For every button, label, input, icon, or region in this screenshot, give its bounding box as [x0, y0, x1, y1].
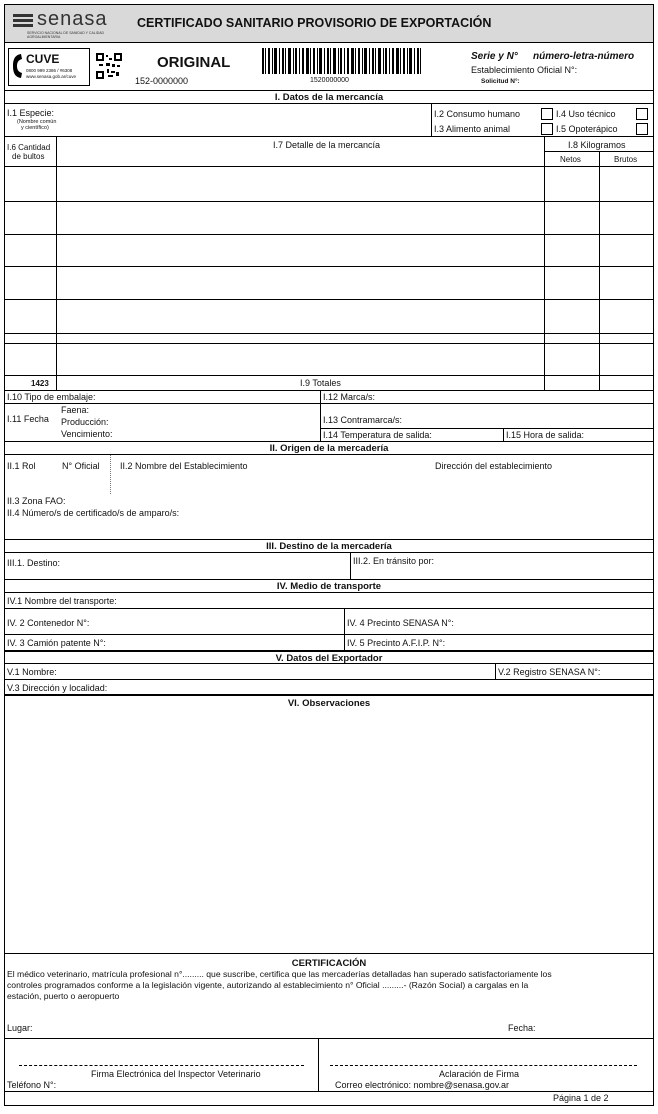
- contenedor-label: IV. 2 Contenedor N°:: [7, 618, 90, 628]
- barcode-number: 1520000000: [310, 77, 349, 84]
- destino-row: [5, 553, 653, 580]
- fecha-label: I.11 Fecha: [7, 414, 49, 424]
- camion-label: IV. 3 Camión patente N°:: [7, 638, 106, 648]
- fecha-certificacion-label: Fecha:: [508, 1023, 536, 1033]
- exportador-direccion-label: V.3 Dirección y localidad:: [7, 683, 108, 693]
- transporte-nombre-row: [5, 593, 653, 609]
- consumo-humano-label: I.2 Consumo humano: [434, 109, 521, 119]
- divider: [599, 151, 600, 390]
- footer-row: [5, 1092, 653, 1105]
- divider: [56, 137, 57, 390]
- divider: [495, 664, 496, 679]
- barcode-icon: [262, 48, 422, 74]
- fecha-row: [5, 404, 653, 442]
- cuve-web: www.senasa.gob.ar/cuve: [26, 74, 77, 79]
- especie-label: I.1 Especie:: [7, 108, 55, 118]
- rol-label: II.1 Rol: [7, 461, 36, 471]
- divider: [318, 1039, 319, 1091]
- consumo-humano-checkbox[interactable]: [541, 108, 553, 120]
- uso-tecnico-label: I.4 Uso técnico: [556, 109, 616, 119]
- especie-sub2: y científico): [21, 125, 49, 131]
- cuve-box: [8, 48, 90, 86]
- section5-title: V. Datos del Exportador: [275, 653, 383, 664]
- divider: [320, 404, 321, 441]
- zona-fao-label: II.3 Zona FAO:: [7, 496, 66, 506]
- embalaje-label: I.10 Tipo de embalaje:: [7, 392, 96, 402]
- vencimiento-label: Vencimiento:: [61, 429, 113, 439]
- certificacion-block: [5, 954, 653, 1039]
- cantidad-label-2: de bultos: [12, 152, 45, 161]
- certificate-number: 152-0000000: [135, 76, 189, 86]
- original-label: ORIGINAL: [157, 54, 231, 71]
- phone-icon: [11, 53, 25, 79]
- section3-title-row: [5, 540, 653, 553]
- divider: [5, 333, 653, 334]
- divider: [544, 151, 653, 152]
- divider: [5, 266, 653, 267]
- marca-label: I.12 Marca/s:: [323, 392, 376, 402]
- page-number: Página 1 de 2: [553, 1093, 609, 1103]
- faena-label: Faena:: [61, 405, 90, 415]
- precinto-senasa-label: IV. 4 Precinto SENASA N°:: [347, 618, 454, 628]
- divider: [344, 635, 345, 650]
- contenedor-row: [5, 609, 653, 635]
- divider: [5, 234, 653, 235]
- logo-text: senasa: [37, 8, 108, 30]
- section3-title: III. Destino de la mercadería: [266, 541, 392, 552]
- header-bar: [5, 5, 653, 43]
- temperatura-label: I.14 Temperatura de salida:: [323, 430, 432, 440]
- destino-label: III.1. Destino:: [7, 558, 61, 568]
- opoterapico-checkbox[interactable]: [636, 123, 648, 135]
- cuve-phone: 0800 999 2386 / #6308: [26, 68, 73, 73]
- direccion-establecimiento-label: Dirección del establecimiento: [435, 461, 553, 471]
- aclaracion-label: Aclaración de Firma: [439, 1069, 520, 1079]
- hora-label: I.15 Hora de salida:: [506, 430, 585, 440]
- oficial-label: N° Oficial: [62, 461, 100, 471]
- divider: [5, 343, 653, 344]
- divider: [431, 104, 432, 136]
- transito-label: III.2. En tránsito por:: [353, 556, 435, 566]
- serie-value: número-letra-número: [533, 51, 635, 62]
- divider: [110, 455, 111, 494]
- section5-title-row: [5, 651, 653, 664]
- document-title: CERTIFICADO SANITARIO PROVISORIO DE EXPORTACIÓN: [137, 16, 492, 30]
- id-block: [5, 43, 653, 91]
- section1-title: I. Datos de la mercancía: [274, 92, 384, 103]
- telefono-label: Teléfono N°:: [7, 1080, 57, 1090]
- divider: [350, 553, 351, 579]
- section4-title-row: [5, 580, 653, 593]
- embalaje-row: [5, 391, 653, 404]
- exportador-direccion-row: [5, 680, 653, 696]
- aclaracion-line: [330, 1065, 637, 1066]
- qr-code-icon: [96, 53, 122, 79]
- exportador-nombre-label: V.1 Nombre:: [7, 667, 57, 677]
- section1-title-row: [5, 91, 653, 104]
- exportador-nombre-row: [5, 664, 653, 680]
- opoterapico-label: I.5 Opoterápico: [556, 124, 618, 134]
- divider: [5, 166, 653, 167]
- divider: [503, 428, 504, 441]
- brutos-label: Brutos: [614, 155, 638, 164]
- cantidad-label: I.6 Cantidad: [7, 143, 51, 152]
- certificacion-line2: controles programados conforme a la legislación vigente, autorizando al establecimiento n° Oficial .........- (Razón Social) a cargalas en la: [7, 980, 529, 990]
- certificacion-line1: El médico veterinario, matrícula profesional n°......... que suscribe, certifica que las mercaderías detalladas han superado satisfactoriamente los: [7, 969, 552, 979]
- precinto-afip-label: IV. 5 Precinto A.F.I.P. N°:: [347, 638, 446, 648]
- divider: [320, 428, 653, 429]
- divider: [544, 137, 545, 390]
- totales-label: I.9 Totales: [300, 378, 341, 388]
- merchandise-table: [5, 137, 653, 391]
- firma-line: [19, 1065, 304, 1066]
- registro-senasa-label: V.2 Registro SENASA N°:: [498, 667, 601, 677]
- section2-title-row: [5, 442, 653, 455]
- divider: [344, 609, 345, 634]
- netos-label: Netos: [560, 155, 581, 164]
- logo-subtitle: SERVICIO NACIONAL DE SANIDAD Y CALIDAD AGROALIMENTARIA: [27, 31, 105, 39]
- certificacion-line3: estación, puerto o aeropuerto: [7, 991, 120, 1001]
- section6-title: VI. Observaciones: [287, 698, 371, 709]
- kilogramos-label: I.8 Kilogramos: [568, 140, 626, 150]
- solicitud-label: Solicitud N°:: [481, 78, 520, 85]
- firma-block: [5, 1039, 653, 1092]
- certificate-page: [4, 4, 654, 1106]
- especie-row: [5, 104, 653, 137]
- senasa-logo: [13, 8, 125, 40]
- establecimiento-label: Establecimiento Oficial N°:: [471, 65, 578, 75]
- origen-row: [5, 455, 653, 540]
- cuve-label: CUVE: [26, 52, 60, 66]
- total-bultos: 1423: [31, 379, 49, 388]
- nombre-establecimiento-label: II.2 Nombre del Establecimiento: [120, 461, 248, 471]
- divider: [5, 375, 653, 376]
- senasa-logo-mark-icon: [13, 13, 35, 27]
- camion-row: [5, 635, 653, 651]
- numero-certificado-label: II.4 Número/s de certificado/s de amparo/s:: [7, 508, 180, 518]
- section2-title: II. Origen de la mercadería: [269, 443, 389, 454]
- detalle-label: I.7 Detalle de la mercancía: [273, 140, 381, 150]
- uso-tecnico-checkbox[interactable]: [636, 108, 648, 120]
- especie-sub1: (Nombre común: [17, 119, 57, 125]
- observaciones-area: [5, 696, 653, 954]
- alimento-animal-label: I.3 Alimento animal: [434, 124, 511, 134]
- correo-label: Correo electrónico: nombre@senasa.gov.ar: [335, 1080, 510, 1090]
- firma-label: Firma Electrónica del Inspector Veterinario: [91, 1069, 261, 1079]
- divider: [320, 391, 321, 403]
- certificacion-title: CERTIFICACIÓN: [291, 958, 367, 969]
- transporte-nombre-label: IV.1 Nombre del transporte:: [7, 596, 117, 606]
- lugar-label: Lugar:: [7, 1023, 33, 1033]
- section4-title: IV. Medio de transporte: [276, 581, 382, 592]
- divider: [5, 201, 653, 202]
- produccion-label: Producción:: [61, 417, 109, 427]
- serie-label: Serie y N°: [471, 51, 518, 62]
- alimento-animal-checkbox[interactable]: [541, 123, 553, 135]
- divider: [5, 299, 653, 300]
- contramarca-label: I.13 Contramarca/s:: [323, 415, 403, 425]
